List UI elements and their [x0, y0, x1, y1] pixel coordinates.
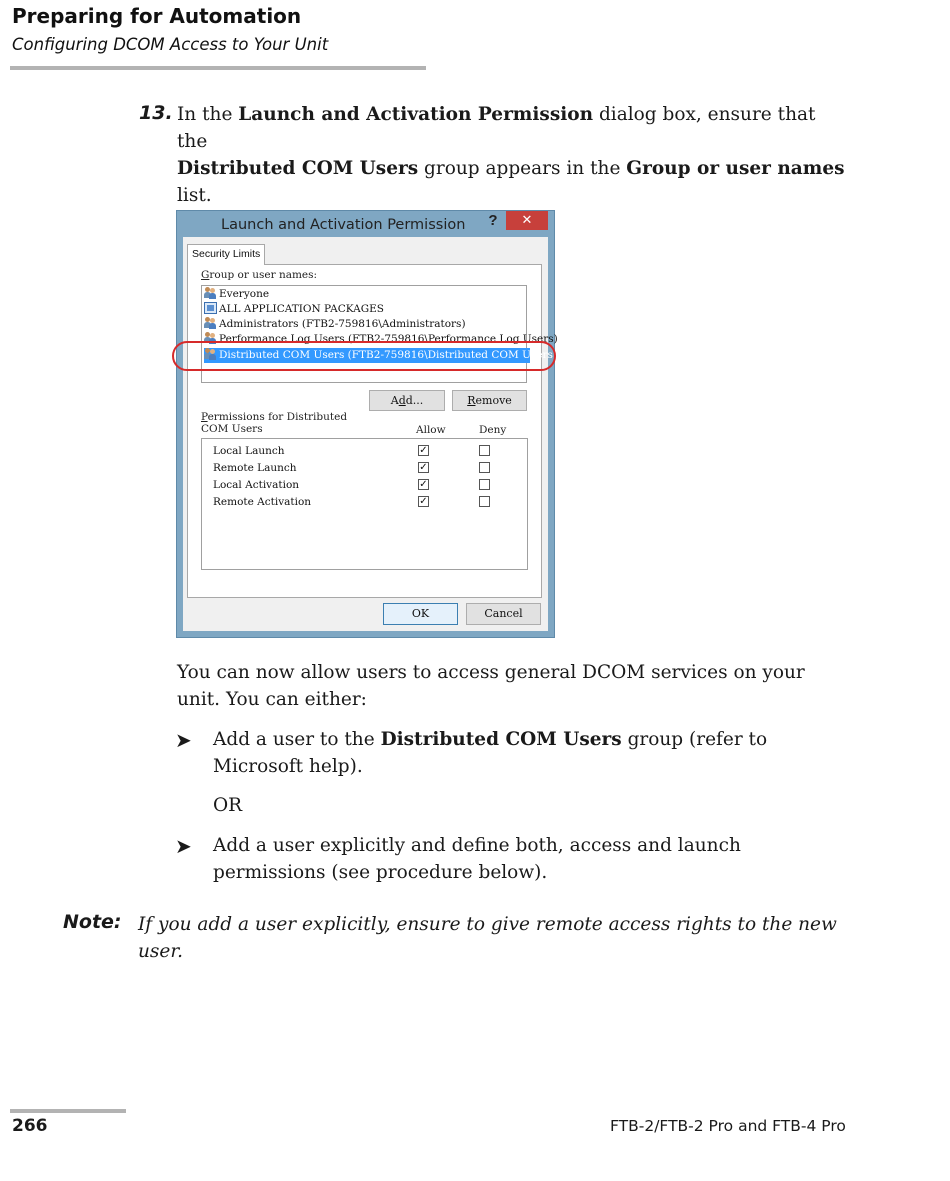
header-subtitle: Configuring DCOM Access to Your Unit: [12, 35, 329, 54]
footer-product-name: FTB-2/FTB-2 Pro and FTB-4 Pro: [610, 1117, 846, 1135]
step-number: 13.: [139, 102, 173, 124]
page-number: 266: [12, 1116, 48, 1136]
user-group-icon: [204, 317, 217, 329]
permissions-label: Permissions for Distributed COM Users: [201, 411, 348, 435]
allow-checkbox[interactable]: ✓: [419, 462, 428, 473]
remove-button[interactable]: Remove: [452, 390, 527, 411]
group-list-label: Group or user names:: [201, 269, 318, 281]
package-icon: [204, 302, 217, 314]
allow-column-header: Allow: [416, 424, 446, 436]
add-button[interactable]: Add...: [369, 390, 445, 411]
permission-name: Remote Activation: [213, 496, 312, 508]
or-text: OR: [213, 795, 243, 816]
allow-checkbox[interactable]: ✓: [419, 445, 428, 456]
tab-security-limits[interactable]: Security Limits: [187, 244, 265, 265]
permission-name: Local Activation: [213, 479, 300, 491]
deny-checkbox[interactable]: [479, 496, 490, 507]
deny-checkbox[interactable]: [479, 479, 490, 490]
bullet-item: Add a user to the Distributed COM Users group (refer to Microsoft help).: [213, 729, 768, 777]
help-button[interactable]: ?: [488, 212, 498, 229]
after-dialog-text: You can now allow users to access general DCOM services on your unit. You can either:: [177, 662, 805, 710]
bullet-item: Add a user explicitly and define both, access and launch permissions (see procedure below).: [213, 835, 741, 883]
note-text: If you add a user explicitly, ensure to give remote access rights to the new user.: [138, 914, 837, 962]
dialog-title: Launch and Activation Permission: [221, 217, 466, 233]
permission-name: Local Launch: [213, 445, 285, 457]
bullet-arrow-icon: ➤: [175, 728, 192, 752]
allow-checkbox[interactable]: ✓: [419, 479, 428, 490]
permission-name: Remote Launch: [213, 462, 297, 474]
permissions-list: [201, 438, 528, 570]
bullet-arrow-icon: ➤: [175, 834, 192, 858]
ok-button[interactable]: OK: [383, 603, 458, 625]
close-button[interactable]: ✕: [506, 211, 548, 230]
step-text: In the Launch and Activation Permission dialog box, ensure that the Distributed COM Users group appears in the Group or user names list.: [177, 104, 845, 206]
header-title: Preparing for Automation: [12, 4, 302, 28]
highlight-callout: [172, 341, 556, 371]
list-item[interactable]: Everyone: [204, 287, 275, 302]
deny-checkbox[interactable]: [479, 445, 490, 456]
footer-rule: [10, 1109, 126, 1113]
allow-checkbox[interactable]: ✓: [419, 496, 428, 507]
deny-checkbox[interactable]: [479, 462, 490, 473]
note-label: Note:: [63, 911, 122, 933]
list-item[interactable]: Performance Log Users (FTB2-759816\Performance Log Users): [204, 332, 564, 347]
cancel-button[interactable]: Cancel: [466, 603, 541, 625]
list-item[interactable]: Administrators (FTB2-759816\Administrators): [204, 317, 472, 332]
user-group-icon: [204, 287, 217, 299]
list-item[interactable]: ALL APPLICATION PACKAGES: [204, 302, 390, 317]
header-rule: [10, 66, 426, 70]
list-item-selected[interactable]: Distributed COM Users (FTB2-759816\Distributed COM Users): [204, 348, 530, 363]
deny-column-header: Deny: [479, 424, 507, 436]
